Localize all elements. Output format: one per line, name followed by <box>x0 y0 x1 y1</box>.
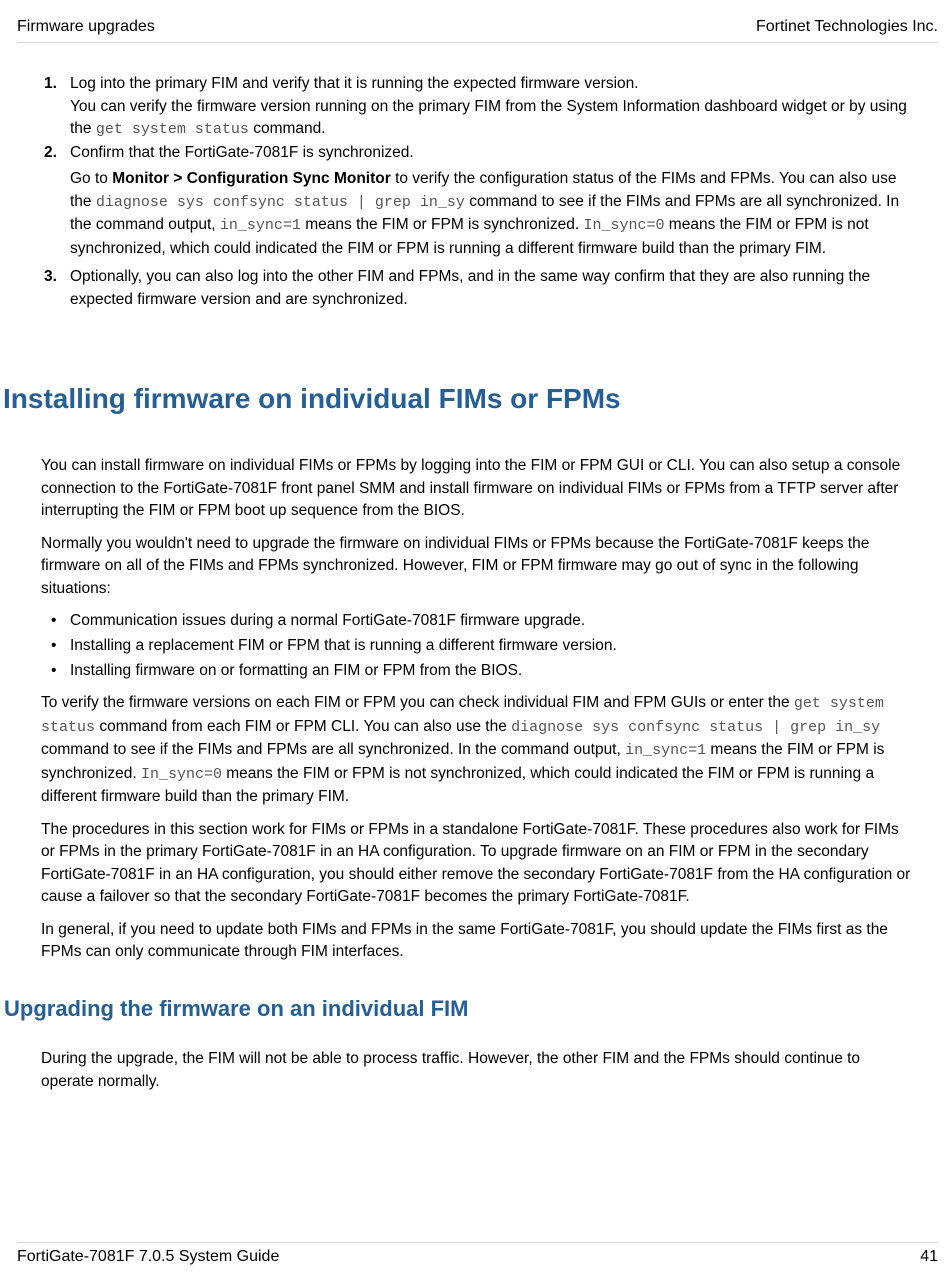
section-heading: Installing firmware on individual FIMs or FPMs <box>3 383 621 414</box>
paragraph: The procedures in this section work for FIMs or FPMs in a standalone FortiGate-7081F. These procedures also work for FIMs or FPMs in the primary FortiGate-7081F in an HA configuration. To upgrade firmware on an FIM or FPM in the secondary FortiGate-7081F in an HA configuration, you should either remove the secondary FortiGate-7081F from the HA configuration or cause a failover so that the secondary FortiGate-7081F becomes the primary FortiGate-7081F. <box>41 820 911 905</box>
procedure-steps <box>44 73 912 311</box>
code-snippet: In_sync=0 <box>140 765 222 783</box>
bullet-icon: • <box>51 637 57 654</box>
code-snippet: in_sync=1 <box>625 742 707 759</box>
step-3 <box>44 266 912 311</box>
code-snippet: get system status <box>41 695 884 736</box>
code-snippet: In_sync=0 <box>583 217 665 234</box>
code-snippet: diagnose sys confsync status | grep in_sy <box>95 193 465 211</box>
step-text: Log into the primary FIM and verify that it is running the expected firmware version. <box>70 75 639 92</box>
step-number: 1. <box>44 75 57 92</box>
list-item: • Installing firmware on or formatting an FIM or FPM from the BIOS. <box>41 660 913 682</box>
code-snippet: in_sync=1 <box>219 217 301 234</box>
bullet-list <box>41 610 913 682</box>
step-text: Confirm that the FortiGate-7081F is synchronized. <box>70 143 414 161</box>
section-body <box>41 455 913 974</box>
bullet-icon: • <box>51 662 57 679</box>
code-snippet: diagnose sys confsync status | grep in_sy <box>511 718 881 736</box>
paragraph: You can install firmware on individual FIMs or FPMs by logging into the FIM or FPM GUI or CLI. You can also setup a console connection to the FortiGate-7081F front panel SMM and install firmware on individual FIMs or FPMs from a TFTP server after interrupting the FIM or FPM boot up sequence from the BIOS. <box>41 457 901 519</box>
step-number: 2. <box>44 143 57 161</box>
step-number: 3. <box>44 268 57 285</box>
footer-doc-title: FortiGate-7081F 7.0.5 System Guide <box>17 1248 280 1265</box>
step-detail: Go to Monitor > Configuration Sync Monitor to verify the configuration status of the FIMs and FPMs. You can also use the diagnose sys confsync status | grep in_sy command to see if the FIMs and FPMs are all synchronized. In the command output, in_sync=1 means the FIM or FPM is synchronized. In_sync=0 means the FIM or FPM is not synchronized, which could indicated the FIM or FPM is running a different firmware build than the primary FIM. <box>70 170 900 257</box>
step-detail: You can verify the firmware version running on the primary FIM from the System Information dashboard widget or by using the get system status command. <box>70 97 907 138</box>
paragraph: To verify the firmware versions on each FIM or FPM you can check individual FIM and FPM GUIs or enter the get system status command from each FIM or FPM CLI. You can also use the diagnose sys confsync status | grep in_sy command to see if the FIMs and FPMs are all synchronized. In the command output, in_sync=1 means the FIM or FPM is synchronized. In_sync=0 means the FIM or FPM is not synchronized, which could indicated the FIM or FPM is running a different firmware build than the primary FIM. <box>41 694 885 805</box>
page-footer <box>17 1242 938 1268</box>
step-2 <box>44 142 912 261</box>
list-item: • Installing a replacement FIM or FPM that is running a different firmware version. <box>41 635 913 657</box>
menu-path: Monitor > Configuration Sync Monitor <box>112 170 391 187</box>
step-text: Optionally, you can also log into the other FIM and FPMs, and in the same way confirm that they are also running the expected firmware version and are synchronized. <box>70 268 871 308</box>
bullet-icon: • <box>51 612 57 629</box>
header-company: Fortinet Technologies Inc. <box>755 18 938 35</box>
page-number: 41 <box>920 1248 938 1265</box>
paragraph: Normally you wouldn't need to upgrade the firmware on individual FIMs or FPMs because the FortiGate-7081F keeps the firmware on all of the FIMs and FPMs synchronized. However, FIM or FPM firmware may go out of sync in the following situations: <box>41 534 870 597</box>
header-section-title: Firmware upgrades <box>17 18 155 35</box>
code-snippet: get system status <box>95 121 249 138</box>
paragraph: In general, if you need to update both FIMs and FPMs in the same FortiGate-7081F, you should update the FIMs first as the FPMs can only communicate through FIM interfaces. <box>41 920 888 960</box>
step-1 <box>44 73 912 142</box>
list-item: • Communication issues during a normal FortiGate-7081F firmware upgrade. <box>41 610 913 632</box>
subsection-heading: Upgrading the firmware on an individual FIM <box>4 996 469 1021</box>
paragraph: During the upgrade, the FIM will not be able to process traffic. However, the other FIM and the FPMs should continue to operate normally. <box>41 1050 861 1090</box>
subsection-body <box>41 1048 913 1093</box>
page-header <box>17 16 938 43</box>
